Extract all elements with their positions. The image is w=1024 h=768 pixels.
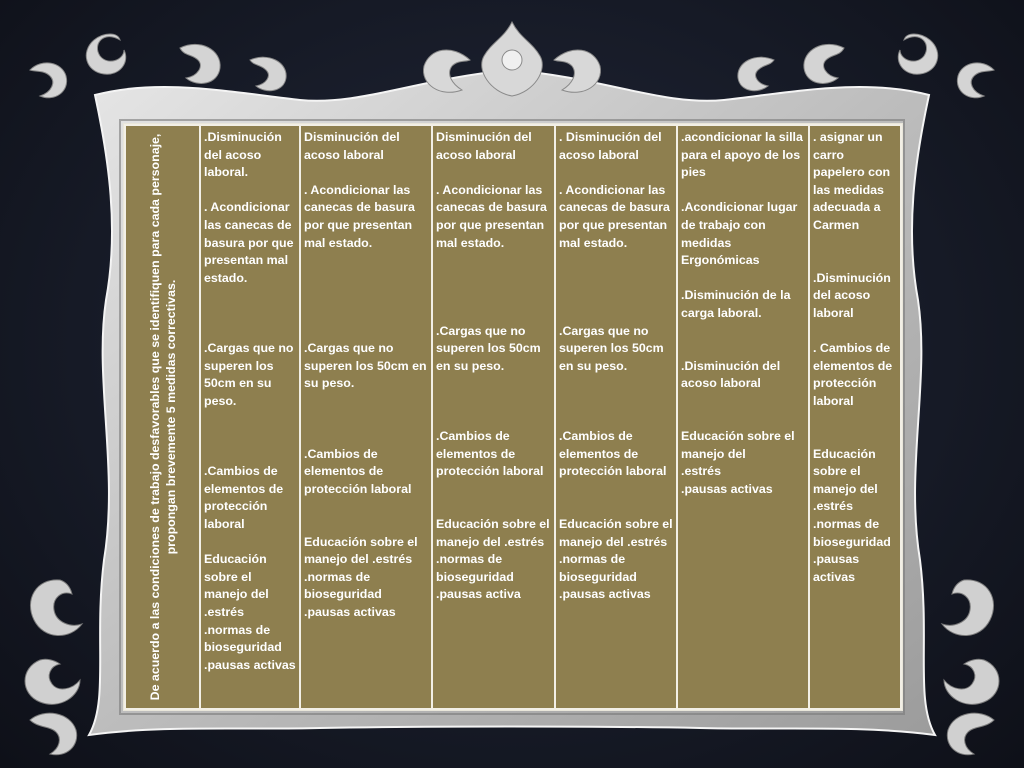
measures-cell-5 bbox=[677, 125, 809, 709]
measures-cell-1 bbox=[200, 125, 300, 709]
measures-cell-3 bbox=[432, 125, 555, 709]
measures-text-6: . asignar un carro papelero con las medidas adecuada a Carmen .Disminución del acoso laboral . Cambios de elementos de protección laboral Educación sobre el manejo del .estrés .normas de bioseguridad .pausas activas bbox=[813, 130, 893, 584]
bottom-right-ornament bbox=[942, 580, 999, 755]
measures-text-5: .acondicionar la silla para el apoyo de los pies .Acondicionar lugar de trabajo con medidas Ergonómicas .Disminución de la carga laboral. .Disminución del acoso laboral Educación sobre el manejo del .estrés .pausas activas bbox=[681, 130, 803, 496]
table-row bbox=[125, 125, 901, 709]
measures-text-1: .Disminución del acoso laboral. . Acondicionar las canecas de basura por que presentan mal estado. .Cargas que no superen los 50cm en su peso. .Cambios de elementos de protección laboral Educación sobre el manejo del .estrés .normas de bioseguridad .pausas activas bbox=[204, 130, 296, 672]
measures-cell-2 bbox=[300, 125, 432, 709]
side-header-text: De acuerdo a las condiciones de trabajo desfavorables que se identifiquen para cada personaje, propongan brevemente 5 medidas correctivas. bbox=[147, 133, 178, 701]
corrective-measures-table bbox=[124, 124, 902, 710]
measures-text-3: Disminución del acoso laboral . Acondicionar las canecas de basura por que presentan mal estado. .Cargas que no superen los 50cm en su peso. .Cambios de elementos de protección laboral Educación sobre el manejo del .estrés .normas de bioseguridad .pausas activa bbox=[436, 130, 550, 602]
bottom-left-ornament bbox=[25, 580, 82, 755]
measures-text-4: . Disminución del acoso laboral . Acondicionar las canecas de basura por que presentan mal estado. .Cargas que no superen los 50cm en su peso. .Cambios de elementos de protección laboral Educación sobre el manejo del .estrés .normas de bioseguridad .pausas activas bbox=[559, 130, 673, 602]
top-crest-ornament bbox=[423, 22, 600, 96]
measures-cell-6 bbox=[809, 125, 901, 709]
measures-text-2: Disminución del acoso laboral . Acondicionar las canecas de basura por que presentan mal estado. .Cargas que no superen los 50cm en su peso. .Cambios de elementos de protección laboral Educación sobre el manejo del .estrés .normas de bioseguridad .pausas activas bbox=[304, 130, 427, 620]
measures-cell-4 bbox=[555, 125, 677, 709]
side-header-cell bbox=[125, 125, 200, 709]
